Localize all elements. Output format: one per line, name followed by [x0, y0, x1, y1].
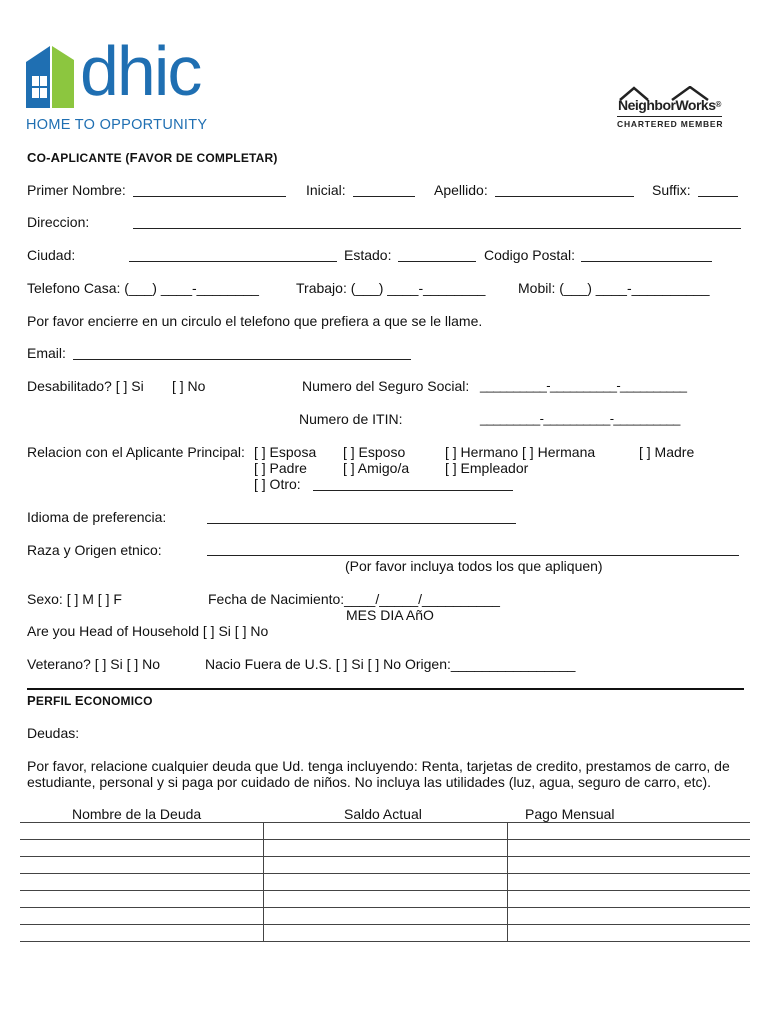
input-otro[interactable] [313, 490, 513, 491]
debt-balance-cell[interactable] [264, 874, 508, 891]
partner-subtitle: CHARTERED MEMBER [617, 119, 724, 129]
logo-tagline: HOME TO OPPORTUNITY [26, 117, 208, 133]
debt-name-cell[interactable] [20, 891, 264, 908]
input-primer-nombre[interactable] [133, 196, 286, 197]
field-trabajo[interactable]: Trabajo: (___) ____-________ [296, 280, 486, 296]
input-idioma[interactable] [207, 523, 516, 524]
logo-wordmark: dhic [80, 32, 201, 110]
section-divider [27, 688, 744, 690]
field-desabilitado-si[interactable]: Desabilitado? [ ] Si [27, 378, 144, 394]
input-raza[interactable] [207, 555, 739, 556]
label-apellido: Apellido: [434, 182, 488, 198]
label-estado: Estado: [344, 247, 392, 263]
field-mobil[interactable]: Mobil: (___) ____-__________ [518, 280, 710, 296]
debt-payment-cell[interactable] [508, 925, 751, 942]
col-header-nombre-deuda: Nombre de la Deuda [72, 806, 202, 822]
field-nacio-fuera[interactable]: Nacio Fuera de U.S. [ ] Si [ ] No Origen:________________ [205, 656, 576, 672]
debt-balance-cell[interactable] [264, 840, 508, 857]
debt-payment-cell[interactable] [508, 857, 751, 874]
label-seguro-social: Numero del Seguro Social: [302, 378, 470, 394]
field-sexo[interactable]: Sexo: [ ] M [ ] F [27, 591, 122, 607]
debt-balance-cell[interactable] [264, 857, 508, 874]
table-row [20, 874, 750, 891]
debt-note-line1: Por favor, relacione cualquier deuda que Ud. tenga incluyendo: Renta, tarjetas de credito, prestamos de carro, de [27, 758, 730, 774]
col-header-pago-mensual: Pago Mensual [525, 806, 615, 822]
input-ciudad[interactable] [129, 261, 337, 262]
checkbox-hermano-hermana[interactable]: [ ] Hermano [ ] Hermana [445, 444, 596, 460]
debt-table [20, 822, 750, 942]
label-itin: Numero de ITIN: [299, 411, 403, 427]
input-direccion[interactable] [133, 228, 741, 229]
label-relacion: Relacion con el Aplicante Principal: [27, 444, 245, 460]
input-estado[interactable] [398, 261, 476, 262]
label-direccion: Direccion: [27, 214, 90, 230]
input-itin[interactable]: _________-__________-__________ [480, 411, 680, 426]
debt-payment-cell[interactable] [508, 840, 751, 857]
debt-name-cell[interactable] [20, 823, 264, 840]
input-codigo-postal[interactable] [581, 261, 712, 262]
debt-balance-cell[interactable] [264, 925, 508, 942]
debt-payment-cell[interactable] [508, 891, 751, 908]
label-email: Email: [27, 345, 66, 361]
table-row [20, 891, 750, 908]
table-row [20, 823, 750, 840]
debt-name-cell[interactable] [20, 908, 264, 925]
input-inicial[interactable] [353, 196, 415, 197]
field-veterano[interactable]: Veterano? [ ] Si [ ] No [27, 656, 161, 672]
house-icon [26, 46, 76, 108]
section-title-perfil-economico: PERFIL ECONOMICO [27, 693, 153, 708]
fecha-sublabels: MES DIA AñO [346, 607, 434, 623]
label-ciudad: Ciudad: [27, 247, 76, 263]
table-row [20, 857, 750, 874]
debt-balance-cell[interactable] [264, 823, 508, 840]
checkbox-esposa[interactable]: [ ] Esposa [254, 444, 317, 460]
input-apellido[interactable] [495, 196, 634, 197]
raza-note: (Por favor incluya todos los que apliquen) [345, 558, 603, 574]
debt-balance-cell[interactable] [264, 891, 508, 908]
field-fecha-nacimiento[interactable]: Fecha de Nacimiento:____/_____/__________ [208, 591, 500, 607]
label-primer-nombre: Primer Nombre: [27, 182, 126, 198]
debt-balance-cell[interactable] [264, 908, 508, 925]
debt-name-cell[interactable] [20, 840, 264, 857]
partner-reg: ® [715, 100, 721, 109]
label-codigo-postal: Codigo Postal: [484, 247, 576, 263]
input-email[interactable] [73, 359, 411, 360]
label-suffix: Suffix: [652, 182, 691, 198]
debt-name-cell[interactable] [20, 857, 264, 874]
label-raza: Raza y Origen etnico: [27, 542, 162, 558]
table-row [20, 840, 750, 857]
field-head-of-household[interactable]: Are you Head of Household [ ] Si [ ] No [27, 623, 269, 639]
table-row [20, 908, 750, 925]
col-header-saldo-actual: Saldo Actual [344, 806, 422, 822]
field-desabilitado-no[interactable]: [ ] No [172, 378, 206, 394]
input-suffix[interactable] [698, 196, 738, 197]
phone-note: Por favor encierre en un circulo el telefono que prefiera a que se le llame. [27, 313, 483, 329]
label-deudas: Deudas: [27, 725, 80, 741]
debt-note-line2: estudiante, personal y si paga por cuidado de niños. No incluya las utilidades (luz, agua, seguro de carro, etc). [27, 774, 712, 790]
table-row [20, 925, 750, 942]
checkbox-madre[interactable]: [ ] Madre [639, 444, 695, 460]
debt-name-cell[interactable] [20, 874, 264, 891]
debt-name-cell[interactable] [20, 925, 264, 942]
label-inicial: Inicial: [306, 182, 346, 198]
neighborworks-logo [614, 86, 734, 136]
checkbox-padre[interactable]: [ ] Padre [254, 460, 307, 476]
field-telefono-casa[interactable]: Telefono Casa: (___) ____-________ [27, 280, 259, 296]
checkbox-otro[interactable]: [ ] Otro: [254, 476, 301, 492]
input-seguro-social[interactable]: __________-__________-__________ [480, 378, 687, 393]
checkbox-esposo[interactable]: [ ] Esposo [343, 444, 406, 460]
checkbox-amigo[interactable]: [ ] Amigo/a [343, 460, 410, 476]
label-idioma: Idioma de preferencia: [27, 509, 167, 525]
debt-payment-cell[interactable] [508, 874, 751, 891]
checkbox-empleador[interactable]: [ ] Empleador [445, 460, 529, 476]
dhic-logo [26, 32, 226, 136]
section-title-coaplicante: CO-APLICANTE (FAVOR DE COMPLETAR) [27, 150, 278, 165]
debt-payment-cell[interactable] [508, 823, 751, 840]
debt-payment-cell[interactable] [508, 908, 751, 925]
partner-name: NeighborWorks [618, 97, 716, 113]
partner-divider [617, 116, 722, 117]
